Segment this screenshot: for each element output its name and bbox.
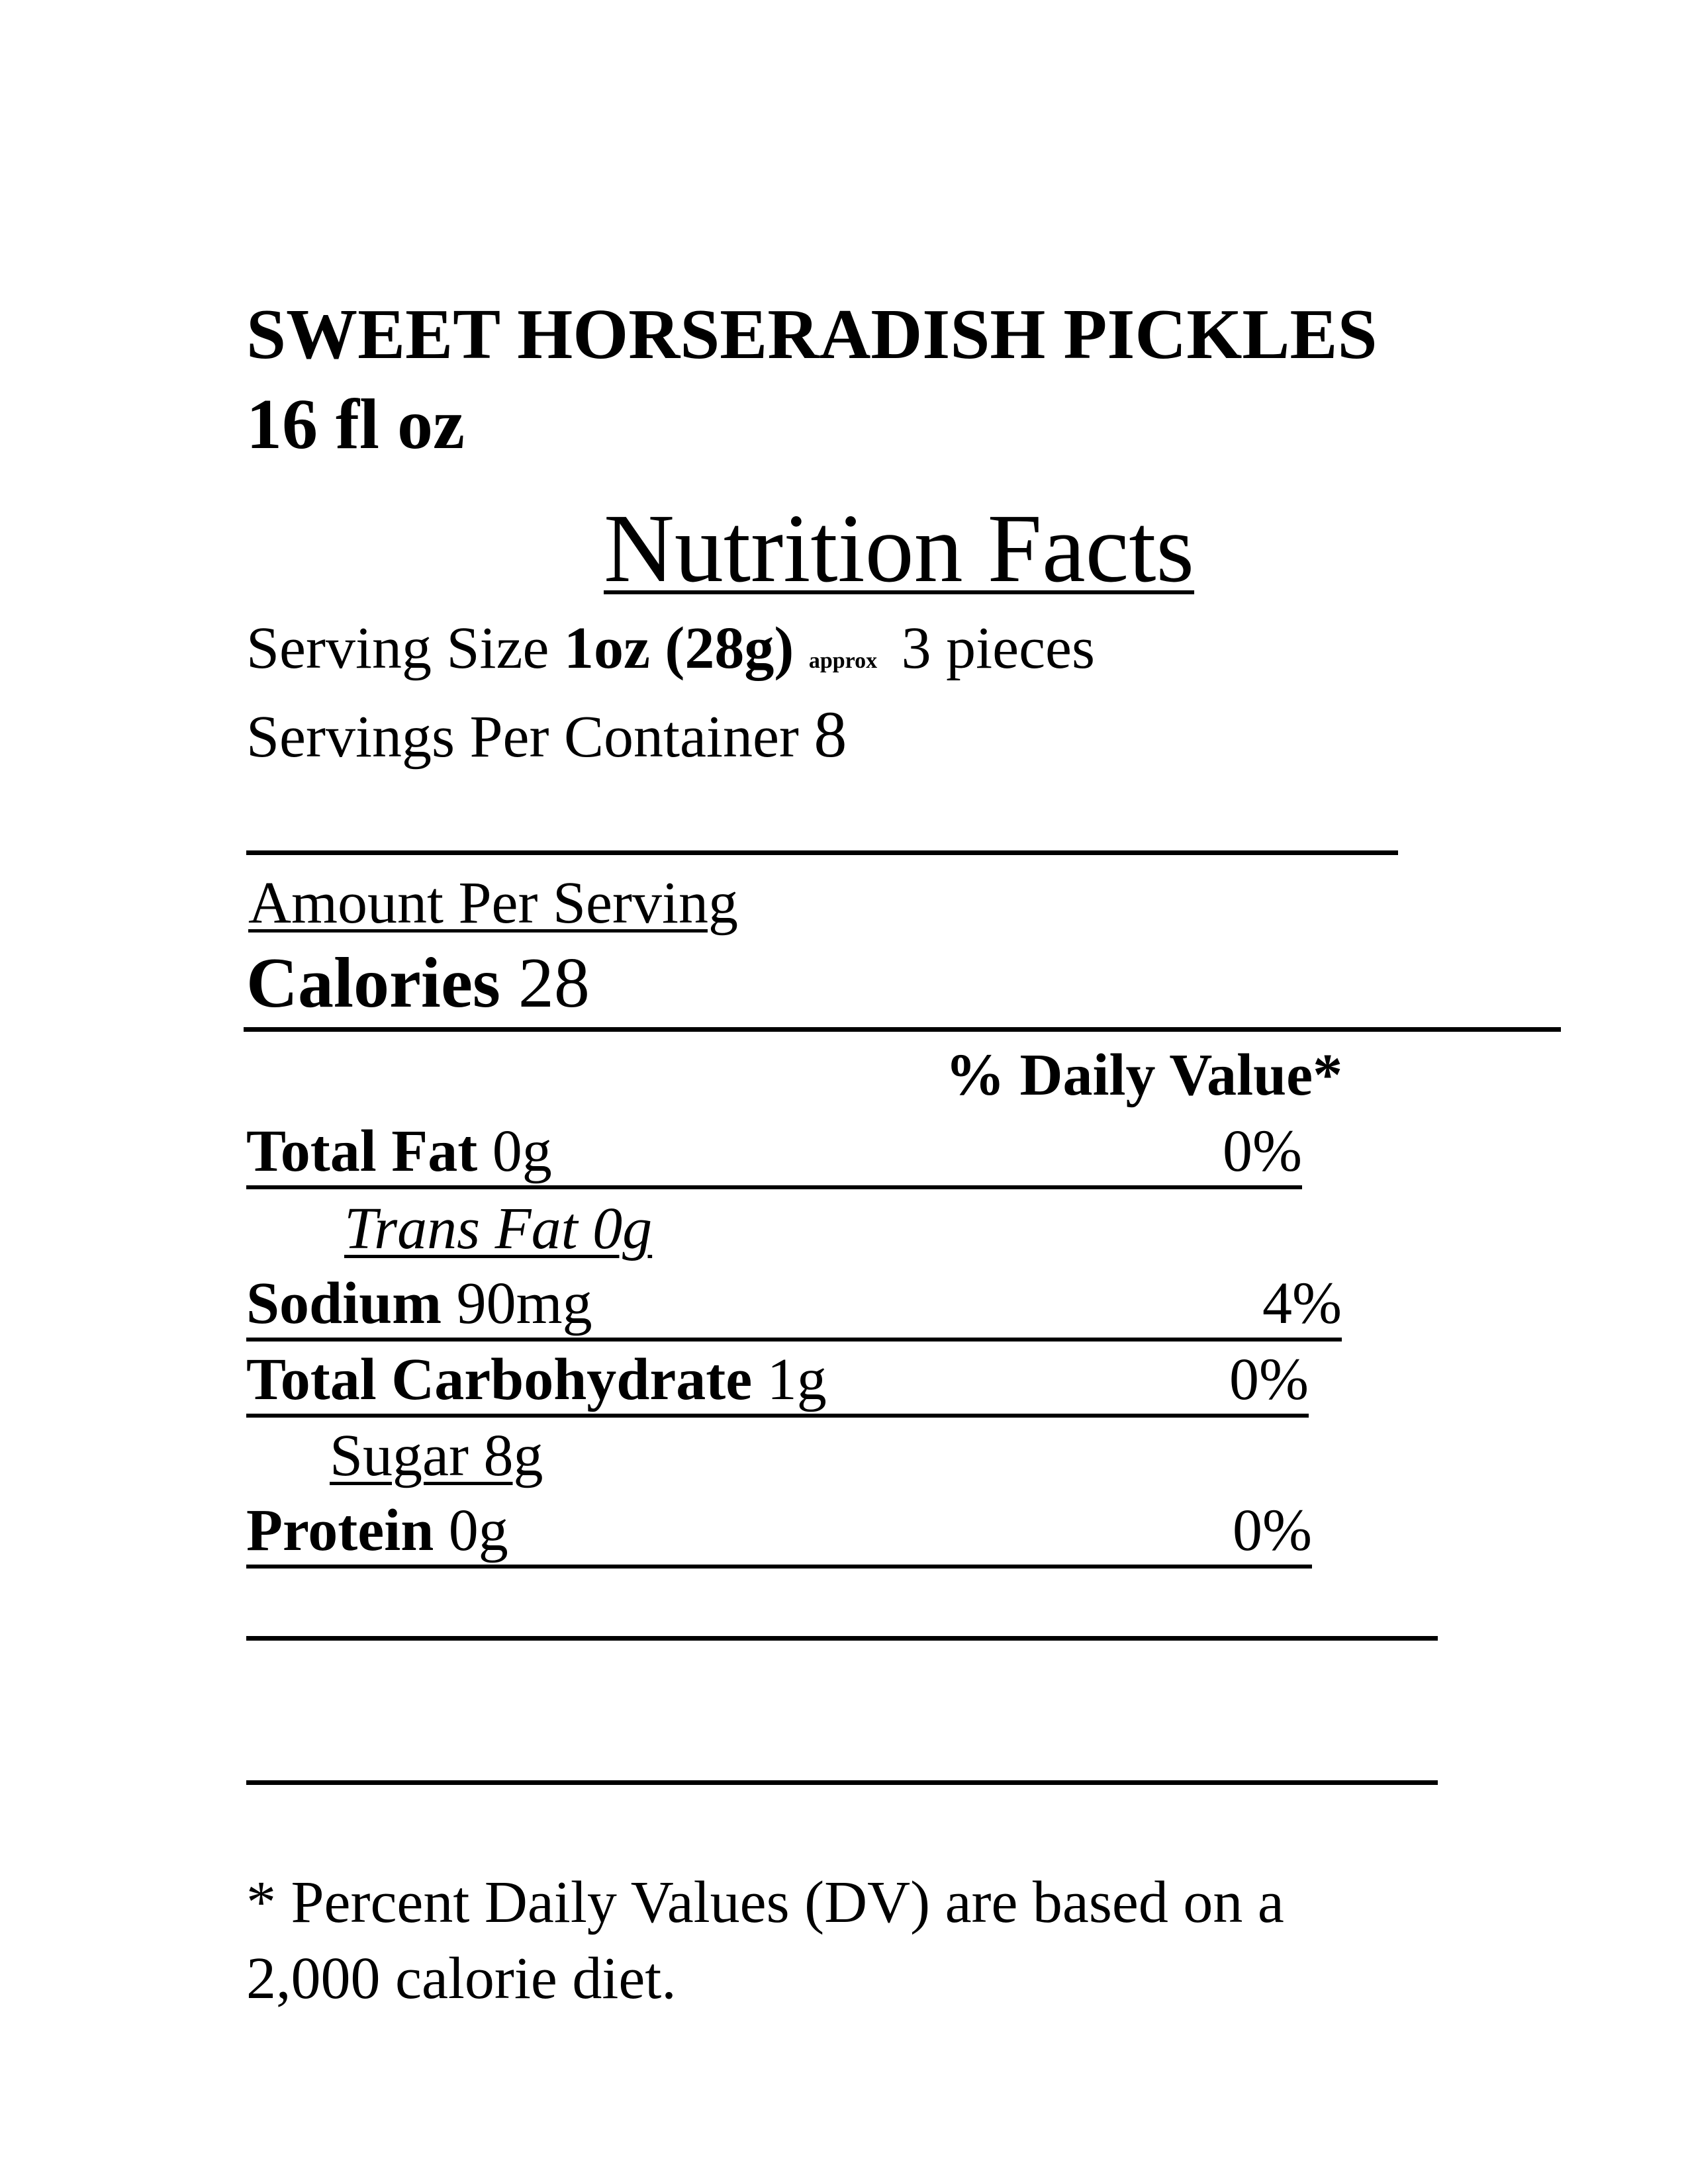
nutrient-label: Total Carbohydrate [246,1347,753,1412]
calories-rule [244,1027,1561,1032]
nutrient-daily-value: 0% [1233,1498,1312,1563]
product-name: SWEET HORSERADISH PICKLES [246,295,1378,374]
calories-label: Calories [246,944,500,1023]
nutrient-row-total-carbohydrate [246,1347,1309,1418]
serving-size-pieces: 3 pieces [901,615,1095,681]
nutrient-row-protein [246,1498,1312,1569]
serving-size-label: Serving Size [246,615,549,681]
amount-per-serving: Amount Per Serving [248,870,738,936]
nutrient-row-sodium [246,1271,1342,1342]
daily-value-header: % Daily Value* [945,1042,1343,1108]
nutrient-daily-value: 4% [1262,1271,1342,1336]
nutrient-label: Sodium [246,1271,442,1336]
nutrient-label: Protein [246,1498,434,1563]
product-size: 16 fl oz [246,385,465,464]
servings-per-container-row [246,698,847,771]
servings-per-container-label: Servings Per Container [246,704,799,770]
nutrient-row-trans-fat: Trans Fat 0g [344,1196,653,1261]
nutrient-label: Total Fat [246,1118,478,1184]
nutrient-amount: 1g [767,1347,827,1412]
separator-rule [246,1780,1438,1785]
nutrient-daily-value: 0% [1229,1347,1309,1412]
nutrient-row-sugar: Sugar 8g [330,1423,543,1488]
serving-size-row [246,615,1095,681]
footnote-line-2: 2,000 calorie diet. [246,1946,677,2011]
nutrient-row-total-fat [246,1118,1302,1189]
nutrient-amount: 90mg [456,1271,592,1336]
nutrient-amount: 0g [492,1118,552,1184]
separator-rule [246,1636,1438,1641]
nutrient-amount: 0g [448,1498,508,1563]
calories-row [246,944,590,1023]
separator-rule [246,850,1398,855]
calories-value: 28 [518,944,590,1023]
servings-per-container-value: 8 [814,698,847,771]
nutrient-daily-value: 0% [1223,1118,1302,1184]
serving-size-value: 1oz (28g) [563,615,794,681]
footnote-line-1: * Percent Daily Values (DV) are based on a [246,1870,1284,1935]
serving-size-approx: approx [808,649,878,673]
nutrition-facts-title: Nutrition Facts [604,494,1195,603]
